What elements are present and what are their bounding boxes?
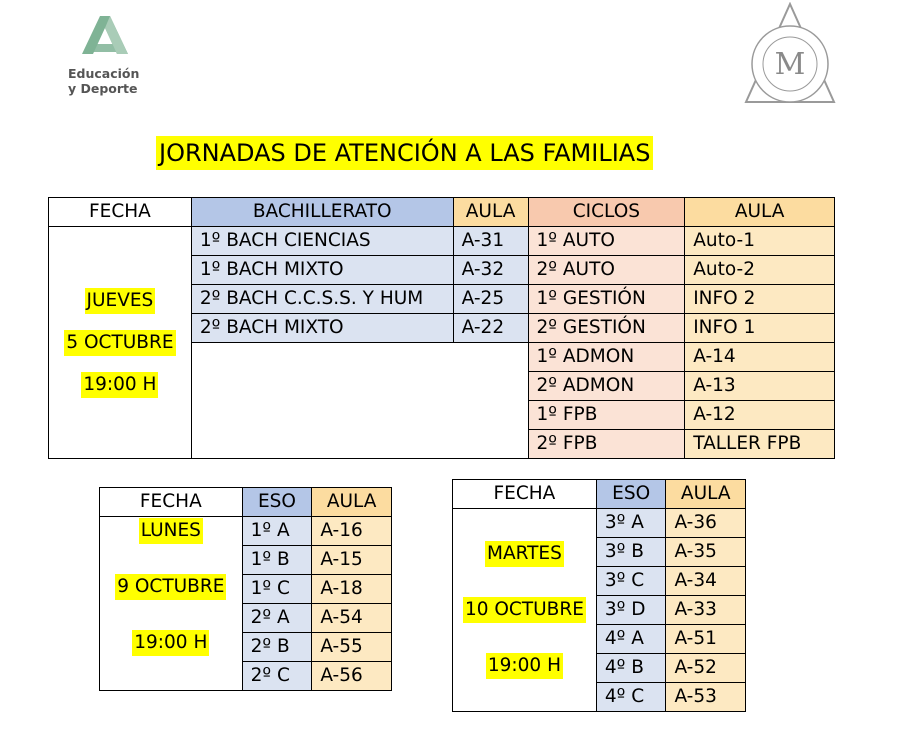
- table-row: [49, 227, 835, 256]
- header-eso: ESO: [596, 480, 666, 509]
- header-eso: ESO: [242, 488, 312, 517]
- fecha-time: 19:00 H: [486, 653, 563, 679]
- header-fecha: FECHA: [100, 488, 243, 517]
- eso-group: 2º B: [242, 633, 312, 662]
- header-bachillerato: BACHILLERATO: [191, 198, 453, 227]
- table-header-row: [100, 488, 392, 517]
- fecha-time: 19:00 H: [132, 630, 209, 656]
- eso-group: 3º A: [596, 509, 666, 538]
- fecha-time: 19:00 H: [81, 372, 158, 398]
- ciclos-aula: Auto-2: [685, 256, 835, 285]
- eso-aula: A-16: [312, 517, 392, 546]
- header-aula: AULA: [453, 198, 528, 227]
- eso-group: 1º B: [242, 546, 312, 575]
- eso-group: 3º C: [596, 567, 666, 596]
- ciclos-aula: TALLER FPB: [685, 430, 835, 459]
- eso-aula: A-36: [666, 509, 746, 538]
- school-seal-logo: [744, 2, 836, 106]
- ciclos-aula: A-14: [685, 343, 835, 372]
- ciclos-group: 1º GESTIÓN: [528, 285, 685, 314]
- fecha-cell: [49, 227, 192, 459]
- ciclos-aula: Auto-1: [685, 227, 835, 256]
- eso-aula: A-55: [312, 633, 392, 662]
- eso-table-martes: [452, 479, 746, 712]
- svg-text:M: M: [774, 47, 806, 82]
- logo-text-line1: Educación: [68, 66, 140, 81]
- table-header-row: [49, 198, 835, 227]
- eso-table-lunes: [99, 487, 392, 691]
- bach-group: 1º BACH MIXTO: [191, 256, 453, 285]
- ciclos-group: 2º AUTO: [528, 256, 685, 285]
- eso-aula: A-33: [666, 596, 746, 625]
- bach-aula: A-31: [453, 227, 528, 256]
- eso-group: 2º A: [242, 604, 312, 633]
- fecha-date: 10 OCTUBRE: [463, 597, 586, 623]
- header-aula: AULA: [312, 488, 392, 517]
- ciclos-group: 1º AUTO: [528, 227, 685, 256]
- ciclos-aula: A-13: [685, 372, 835, 401]
- fecha-cell: [100, 517, 243, 691]
- eso-aula: A-18: [312, 575, 392, 604]
- eso-group: 4º A: [596, 625, 666, 654]
- header-fecha: FECHA: [49, 198, 192, 227]
- ciclos-aula: A-12: [685, 401, 835, 430]
- table-header-row: [453, 480, 746, 509]
- eso-group: 4º B: [596, 654, 666, 683]
- header-aula: AULA: [666, 480, 746, 509]
- header-ciclos: CICLOS: [528, 198, 685, 227]
- eso-aula: A-15: [312, 546, 392, 575]
- header-fecha: FECHA: [453, 480, 597, 509]
- eso-group: 3º D: [596, 596, 666, 625]
- table-row: [453, 509, 746, 538]
- eso-aula: A-56: [312, 662, 392, 691]
- bach-group: 2º BACH MIXTO: [191, 314, 453, 343]
- fecha-day: JUEVES: [85, 288, 156, 314]
- eso-group: 4º C: [596, 683, 666, 712]
- ciclos-aula: INFO 1: [685, 314, 835, 343]
- page-title: JORNADAS DE ATENCIÓN A LAS FAMILIAS: [156, 136, 653, 170]
- bach-aula: A-25: [453, 285, 528, 314]
- eso-aula: A-52: [666, 654, 746, 683]
- eso-group: 2º C: [242, 662, 312, 691]
- logo-text-line2: y Deporte: [68, 81, 138, 96]
- ciclos-aula: INFO 2: [685, 285, 835, 314]
- eso-aula: A-54: [312, 604, 392, 633]
- eso-group: 1º C: [242, 575, 312, 604]
- bach-aula: A-22: [453, 314, 528, 343]
- ciclos-group: 2º FPB: [528, 430, 685, 459]
- junta-a-icon: [62, 14, 142, 66]
- eso-group: 3º B: [596, 538, 666, 567]
- ciclos-group: 1º FPB: [528, 401, 685, 430]
- header-aula: AULA: [685, 198, 835, 227]
- eso-aula: A-51: [666, 625, 746, 654]
- bach-group: 1º BACH CIENCIAS: [191, 227, 453, 256]
- bach-aula: A-32: [453, 256, 528, 285]
- empty-cell: [191, 343, 528, 459]
- ciclos-group: 2º ADMON: [528, 372, 685, 401]
- fecha-cell: [453, 509, 597, 712]
- table-row: [100, 517, 392, 546]
- eso-aula: A-34: [666, 567, 746, 596]
- main-schedule-table: [48, 197, 835, 459]
- junta-logo: [62, 14, 142, 100]
- eso-group: 1º A: [242, 517, 312, 546]
- bach-group: 2º BACH C.C.S.S. Y HUM: [191, 285, 453, 314]
- fecha-date: 9 OCTUBRE: [115, 574, 226, 600]
- fecha-date: 5 OCTUBRE: [64, 330, 175, 356]
- fecha-day: MARTES: [485, 541, 564, 567]
- ciclos-group: 2º GESTIÓN: [528, 314, 685, 343]
- eso-aula: A-53: [666, 683, 746, 712]
- ciclos-group: 1º ADMON: [528, 343, 685, 372]
- fecha-day: LUNES: [139, 518, 203, 544]
- eso-aula: A-35: [666, 538, 746, 567]
